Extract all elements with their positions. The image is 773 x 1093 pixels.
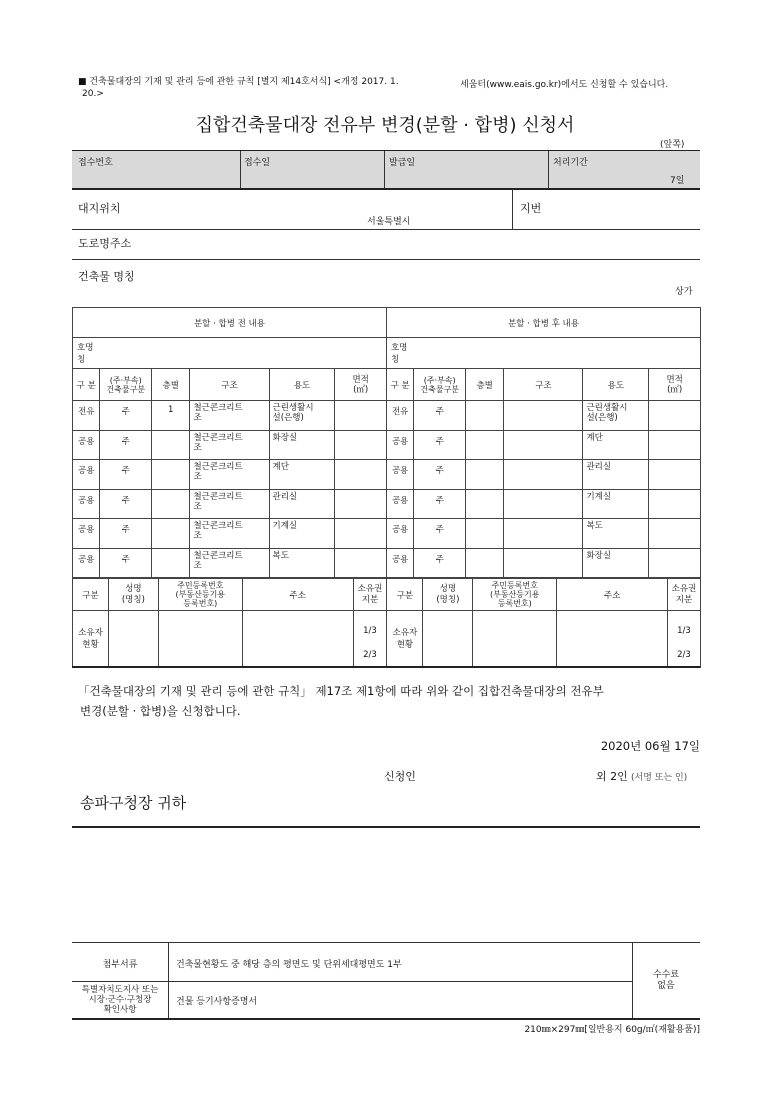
after-main-sub-cell: 주 xyxy=(414,460,466,490)
official-check-value: 건물 등기사항증명서 xyxy=(176,997,258,1007)
after-owner-col-id: 주민등록번호 (부동산등기용 등록번호) xyxy=(473,579,557,611)
before-structure-cell: 철근콘크리트 조 xyxy=(190,430,269,460)
before-floor-cell xyxy=(152,460,190,490)
after-col-structure: 구조 xyxy=(504,369,583,401)
attachment-docs-label: 첨부서류 xyxy=(102,960,138,970)
before-structure-cell: 철근콘크리트 조 xyxy=(190,489,269,519)
fee-label: 수수료 없음 xyxy=(652,970,680,991)
before-structure-cell: 철근콘크리트 조 xyxy=(190,548,269,578)
after-area-cell xyxy=(649,401,701,431)
after-main-sub-cell: 주 xyxy=(414,519,466,549)
after-floor-cell xyxy=(465,519,503,549)
after-floor-cell xyxy=(465,489,503,519)
before-col-structure: 구조 xyxy=(190,369,269,401)
before-ho-label: 호명칭 xyxy=(73,338,100,369)
building-name-value: 상가 xyxy=(675,287,693,297)
before-owner-col-address: 주소 xyxy=(242,579,353,611)
before-area-cell xyxy=(335,519,387,549)
after-owner-share-1: 1/3 xyxy=(677,626,691,636)
before-owner-col-share: 소유권 지분 xyxy=(353,579,387,611)
before-owner-share-2: 2/3 xyxy=(363,650,377,660)
after-use-cell: 계단 xyxy=(583,430,649,460)
change-row xyxy=(73,460,701,490)
before-structure-cell: 철근콘크리트 조 xyxy=(190,519,269,549)
after-owner-share-2: 2/3 xyxy=(677,650,691,660)
road-address-label: 도로명주소 xyxy=(78,237,132,250)
after-owner-status-label: 소유자 현황 xyxy=(387,611,423,668)
before-use-cell: 기계실 xyxy=(269,519,335,549)
before-owner-name xyxy=(108,611,158,668)
after-structure-cell xyxy=(504,460,583,490)
paper-spec: 210㎜×297㎜[일반용지 60g/㎡(재활용품)] xyxy=(524,1025,700,1035)
after-ho-value xyxy=(414,338,701,369)
attachment-docs-value: 건축물현황도 중 해당 층의 평면도 및 단위세대평면도 1부 xyxy=(176,960,402,970)
applicant-label: 신청인 xyxy=(384,770,416,783)
before-use-cell: 관리실 xyxy=(269,489,335,519)
after-owner-col-share: 소유권 지분 xyxy=(667,579,700,611)
statement-line1: 「건축물대장의 기재 및 관리 등에 관한 규칙」 제17조 제1항에 따라 위와 같이 집합건축물대장의 전유부 xyxy=(78,684,604,698)
before-col-use: 용도 xyxy=(269,369,335,401)
before-owner-col-type: 구분 xyxy=(73,579,109,611)
after-structure-cell xyxy=(504,401,583,431)
before-type-cell: 공용 xyxy=(73,430,100,460)
after-area-cell xyxy=(649,519,701,549)
before-area-cell xyxy=(335,548,387,578)
receipt-number-label: 접수번호 xyxy=(78,158,113,168)
owner-table xyxy=(72,578,701,668)
after-structure-cell xyxy=(504,430,583,460)
applicant-value: 외 2인 xyxy=(596,770,628,783)
after-owner-id xyxy=(473,611,557,668)
before-structure-cell: 철근콘크리트 조 xyxy=(190,401,269,431)
before-main-sub-cell: 주 xyxy=(100,519,152,549)
before-type-cell: 공용 xyxy=(73,548,100,578)
statement-line2: 변경(분할 · 합병)을 신청합니다. xyxy=(80,704,241,718)
after-col-type: 구 분 xyxy=(386,369,413,401)
after-owner-name xyxy=(423,611,473,668)
regulation-note xyxy=(78,76,438,100)
after-area-cell xyxy=(649,489,701,519)
after-type-cell: 공용 xyxy=(386,489,413,519)
site-location-value: 서울특별시 xyxy=(367,217,411,227)
before-floor-cell xyxy=(152,548,190,578)
before-col-type: 구 분 xyxy=(73,369,100,401)
page-side: (앞쪽) xyxy=(660,140,685,150)
after-floor-cell xyxy=(465,460,503,490)
after-use-cell: 복도 xyxy=(583,519,649,549)
after-type-cell: 공용 xyxy=(386,519,413,549)
after-owner-address xyxy=(557,611,668,668)
after-structure-cell xyxy=(504,489,583,519)
change-row xyxy=(73,401,701,431)
after-use-cell: 근린생활시 설(은행) xyxy=(583,401,649,431)
after-main-sub-cell: 주 xyxy=(414,430,466,460)
after-col-area: 면적 (㎡) xyxy=(649,369,701,401)
before-use-cell: 근린생활시 설(은행) xyxy=(269,401,335,431)
before-structure-cell: 철근콘크리트 조 xyxy=(190,460,269,490)
change-table xyxy=(72,307,701,578)
before-use-cell: 계단 xyxy=(269,460,335,490)
after-area-cell xyxy=(649,548,701,578)
after-floor-cell xyxy=(465,401,503,431)
before-col-main-sub: (주·부속) 건축물구분 xyxy=(100,369,152,401)
after-owner-col-type: 구분 xyxy=(387,579,423,611)
before-owner-status-label: 소유자 현황 xyxy=(73,611,109,668)
before-main-sub-cell: 주 xyxy=(100,489,152,519)
before-ho-value xyxy=(100,338,387,369)
after-owner-col-address: 주소 xyxy=(557,579,668,611)
before-type-cell: 공용 xyxy=(73,489,100,519)
before-owner-share-1: 1/3 xyxy=(363,626,377,636)
before-use-cell: 복도 xyxy=(269,548,335,578)
after-section-title: 분할 · 합병 후 내용 xyxy=(386,308,700,338)
receipt-band xyxy=(72,151,700,188)
before-main-sub-cell: 주 xyxy=(100,430,152,460)
change-row xyxy=(73,489,701,519)
before-area-cell xyxy=(335,401,387,431)
change-row xyxy=(73,430,701,460)
before-floor-cell: 1 xyxy=(152,401,190,431)
official-check-label: 특별자치도지사 또는 시장·군수·구청장 확인사항 xyxy=(81,985,159,1015)
after-area-cell xyxy=(649,460,701,490)
application-date: 2020년 06월 17일 xyxy=(600,739,700,753)
after-floor-cell xyxy=(465,548,503,578)
before-type-cell: 공용 xyxy=(73,519,100,549)
after-main-sub-cell: 주 xyxy=(414,489,466,519)
receipt-date-label: 접수일 xyxy=(244,158,271,168)
after-type-cell: 공용 xyxy=(386,460,413,490)
before-type-cell: 공용 xyxy=(73,460,100,490)
regulation-note-line2: 20.> xyxy=(82,89,104,99)
before-use-cell: 화장실 xyxy=(269,430,335,460)
after-type-cell: 공용 xyxy=(386,430,413,460)
change-row xyxy=(73,519,701,549)
after-structure-cell xyxy=(504,548,583,578)
after-owner-col-name: 성명 (명칭) xyxy=(423,579,473,611)
before-area-cell xyxy=(335,430,387,460)
after-structure-cell xyxy=(504,519,583,549)
after-main-sub-cell: 주 xyxy=(414,401,466,431)
before-owner-id xyxy=(158,611,242,668)
before-area-cell xyxy=(335,489,387,519)
before-owner-col-id: 주민등록번호 (부동산등기용 등록번호) xyxy=(158,579,242,611)
signature-note: (서명 또는 인) xyxy=(631,773,688,783)
site-location-label: 대지위치 xyxy=(78,202,121,215)
before-floor-cell xyxy=(152,519,190,549)
after-area-cell xyxy=(649,430,701,460)
after-owner-shares xyxy=(667,611,700,668)
after-use-cell: 화장실 xyxy=(583,548,649,578)
after-col-main-sub: (주·부속) 건축물구분 xyxy=(414,369,466,401)
after-col-use: 용도 xyxy=(583,369,649,401)
processing-period-label: 처리기간 xyxy=(553,158,588,168)
before-main-sub-cell: 주 xyxy=(100,460,152,490)
after-main-sub-cell: 주 xyxy=(414,548,466,578)
recipient: 송파구청장 귀하 xyxy=(80,794,187,812)
before-floor-cell xyxy=(152,489,190,519)
lot-number-label: 지번 xyxy=(520,202,542,215)
after-type-cell: 전유 xyxy=(386,401,413,431)
before-area-cell xyxy=(335,460,387,490)
after-ho-label: 호명칭 xyxy=(386,338,413,369)
after-col-floor: 층별 xyxy=(465,369,503,401)
before-main-sub-cell: 주 xyxy=(100,548,152,578)
issue-date-label: 발급일 xyxy=(389,158,416,168)
change-rows xyxy=(73,401,701,578)
before-owner-shares xyxy=(353,611,387,668)
after-type-cell: 공용 xyxy=(386,548,413,578)
after-use-cell: 관리실 xyxy=(583,460,649,490)
online-note: 세움터(www.eais.go.kr)에서도 신청할 수 있습니다. xyxy=(460,80,669,90)
after-floor-cell xyxy=(465,430,503,460)
before-col-area: 면적 (㎡) xyxy=(335,369,387,401)
before-owner-address xyxy=(242,611,353,668)
before-floor-cell xyxy=(152,430,190,460)
before-type-cell: 전유 xyxy=(73,401,100,431)
regulation-note-line1: ■ 건축물대장의 기재 및 관리 등에 관한 규칙 [별지 제14호서식] <개정 2017. 1. xyxy=(78,77,399,87)
form-title: 집합건축물대장 전유부 변경(분할 · 합병) 신청서 xyxy=(195,115,575,136)
processing-period-value: 7일 xyxy=(670,176,685,186)
before-owner-col-name: 성명 (명칭) xyxy=(108,579,158,611)
change-row xyxy=(73,548,701,578)
before-section-title: 분할 · 합병 전 내용 xyxy=(73,308,387,338)
before-main-sub-cell: 주 xyxy=(100,401,152,431)
application-statement xyxy=(78,681,604,721)
building-name-label: 건축물 명칭 xyxy=(78,270,135,283)
before-col-floor: 층별 xyxy=(152,369,190,401)
after-use-cell: 기계실 xyxy=(583,489,649,519)
